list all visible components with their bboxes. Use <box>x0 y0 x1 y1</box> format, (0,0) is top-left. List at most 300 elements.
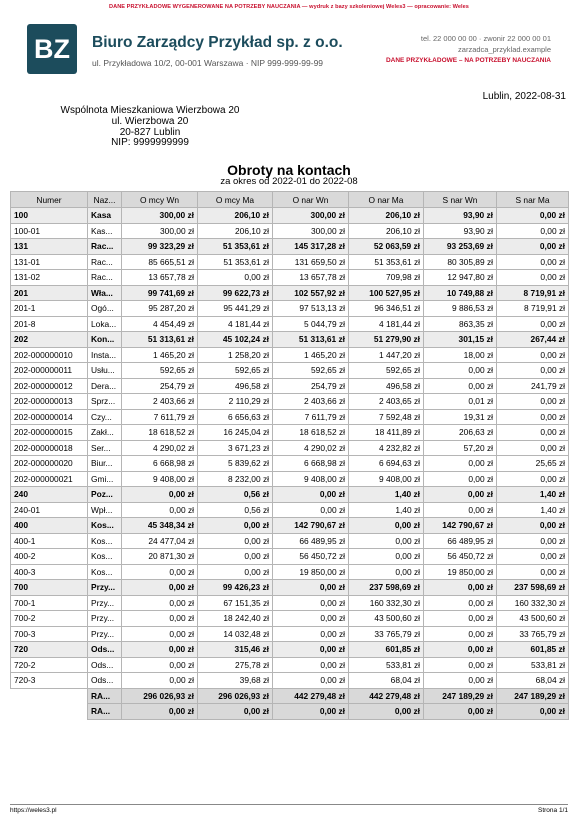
column-header: O mcy Wn <box>122 192 198 208</box>
table-cell: 3 671,23 zł <box>198 440 273 456</box>
table-cell: 300,00 zł <box>273 223 349 239</box>
table-cell: 0,00 zł <box>497 471 569 487</box>
table-cell: 39,68 zł <box>198 673 273 689</box>
table-cell: 0,00 zł <box>497 347 569 363</box>
table-cell: 100-01 <box>11 223 88 239</box>
table-cell: 33 765,79 zł <box>497 626 569 642</box>
table-cell: Przy... <box>88 580 122 596</box>
table-cell: 720-3 <box>11 673 88 689</box>
table-cell: 4 181,44 zł <box>349 316 424 332</box>
table-cell: 1 465,20 zł <box>122 347 198 363</box>
table-cell: 202-000000014 <box>11 409 88 425</box>
footer-divider <box>10 804 568 805</box>
table-cell: 0,00 zł <box>349 518 424 534</box>
table-cell: 0,00 zł <box>273 611 349 627</box>
summary-cell: 296 026,93 zł <box>122 688 198 704</box>
table-cell: 0,00 zł <box>424 456 497 472</box>
table-cell: 0,00 zł <box>198 533 273 549</box>
table-cell: 7 592,48 zł <box>349 409 424 425</box>
table-cell: 131-02 <box>11 270 88 286</box>
table-cell: 20 871,30 zł <box>122 549 198 565</box>
table-cell: 57,20 zł <box>424 440 497 456</box>
table-cell: Czy... <box>88 409 122 425</box>
table-cell: 18 242,40 zł <box>198 611 273 627</box>
table-cell: 56 450,72 zł <box>273 549 349 565</box>
table-cell: Rac... <box>88 239 122 255</box>
account-row <box>11 270 569 286</box>
table-cell: 0,00 zł <box>497 394 569 410</box>
table-cell: 19,31 zł <box>424 409 497 425</box>
table-cell: 2 403,66 zł <box>273 394 349 410</box>
table-cell: 202-000000018 <box>11 440 88 456</box>
table-cell: 0,00 zł <box>273 595 349 611</box>
table-cell: Ods... <box>88 673 122 689</box>
table-cell: 8 232,00 zł <box>198 471 273 487</box>
table-cell: 0,00 zł <box>424 626 497 642</box>
table-cell: 18 411,89 zł <box>349 425 424 441</box>
table-cell: 0,00 zł <box>424 363 497 379</box>
table-cell: Wła... <box>88 285 122 301</box>
table-cell: 16 245,04 zł <box>198 425 273 441</box>
table-cell: 0,00 zł <box>497 440 569 456</box>
account-row <box>11 549 569 565</box>
table-cell: 0,00 zł <box>273 580 349 596</box>
table-cell: 201 <box>11 285 88 301</box>
table-cell: 0,00 zł <box>122 487 198 503</box>
recipient-city: 20-827 Lublin <box>119 126 181 138</box>
company-logo: BZ <box>27 24 77 74</box>
account-row <box>11 657 569 673</box>
table-cell: Kas... <box>88 223 122 239</box>
table-cell: 7 611,79 zł <box>122 409 198 425</box>
table-cell: 66 489,95 zł <box>273 533 349 549</box>
table-cell: 51 353,61 zł <box>198 254 273 270</box>
table-cell: 100 527,95 zł <box>349 285 424 301</box>
table-cell: 202-000000010 <box>11 347 88 363</box>
account-row <box>11 223 569 239</box>
table-cell: 0,00 zł <box>497 549 569 565</box>
table-cell: 0,00 zł <box>497 518 569 534</box>
table-cell: 206,63 zł <box>424 425 497 441</box>
table-cell: 13 657,78 zł <box>273 270 349 286</box>
table-cell: 0,00 zł <box>273 657 349 673</box>
table-cell: 18 618,52 zł <box>122 425 198 441</box>
table-cell: 51 353,61 zł <box>198 239 273 255</box>
table-cell: 160 332,30 zł <box>497 595 569 611</box>
table-cell: 0,56 zł <box>198 502 273 518</box>
table-cell: 13 657,78 zł <box>122 270 198 286</box>
table-body <box>11 208 569 720</box>
table-cell: 160 332,30 zł <box>349 595 424 611</box>
table-cell: 100 <box>11 208 88 224</box>
table-cell: 202-000000015 <box>11 425 88 441</box>
table-cell: Przy... <box>88 595 122 611</box>
table-cell: 0,00 zł <box>273 626 349 642</box>
report-title: Obroty na kontach <box>227 162 351 178</box>
account-row <box>11 301 569 317</box>
table-cell: 0,00 zł <box>122 502 198 518</box>
table-cell: Usłu... <box>88 363 122 379</box>
account-row <box>11 347 569 363</box>
table-cell: 0,00 zł <box>424 673 497 689</box>
table-cell: 400 <box>11 518 88 534</box>
account-row <box>11 564 569 580</box>
table-cell: 24 477,04 zł <box>122 533 198 549</box>
table-cell: 4 232,82 zł <box>349 440 424 456</box>
table-cell: 400-1 <box>11 533 88 549</box>
table-cell: 592,65 zł <box>198 363 273 379</box>
table-cell: 601,85 zł <box>497 642 569 658</box>
table-cell: 700 <box>11 580 88 596</box>
table-cell: Przy... <box>88 626 122 642</box>
table-cell: 202-000000013 <box>11 394 88 410</box>
column-header: S nar Ma <box>497 192 569 208</box>
table-cell: 0,00 zł <box>497 316 569 332</box>
table-cell: 19 850,00 zł <box>273 564 349 580</box>
table-cell: 5 044,79 zł <box>273 316 349 332</box>
table-cell: 6 694,63 zł <box>349 456 424 472</box>
table-cell: Sprz... <box>88 394 122 410</box>
summary-cell: 0,00 zł <box>198 704 273 720</box>
table-cell: 0,00 zł <box>198 518 273 534</box>
column-header: S nar Wn <box>424 192 497 208</box>
table-cell: 5 839,62 zł <box>198 456 273 472</box>
account-group-row <box>11 239 569 255</box>
table-cell: 33 765,79 zł <box>349 626 424 642</box>
account-turnover-table <box>10 191 569 720</box>
table-cell: 254,79 zł <box>122 378 198 394</box>
table-cell: 592,65 zł <box>273 363 349 379</box>
account-row <box>11 440 569 456</box>
table-cell: Dera... <box>88 378 122 394</box>
table-cell: 56 450,72 zł <box>424 549 497 565</box>
table-cell: 43 500,60 zł <box>349 611 424 627</box>
table-cell: Kos... <box>88 549 122 565</box>
table-cell: 2 110,29 zł <box>198 394 273 410</box>
table-cell: 9 408,00 zł <box>122 471 198 487</box>
table-cell: 1 465,20 zł <box>273 347 349 363</box>
table-cell: Zakł... <box>88 425 122 441</box>
account-row <box>11 533 569 549</box>
account-row <box>11 595 569 611</box>
recipient-street: ul. Wierzbowa 20 <box>111 115 189 127</box>
table-cell: 0,00 zł <box>122 673 198 689</box>
summary-cell: 0,00 zł <box>122 704 198 720</box>
table-cell: 9 886,53 zł <box>424 301 497 317</box>
table-cell: 9 408,00 zł <box>349 471 424 487</box>
table-cell: 301,15 zł <box>424 332 497 348</box>
column-header: Numer <box>11 192 88 208</box>
table-cell: 10 749,88 zł <box>424 285 497 301</box>
table-cell: 1,40 zł <box>349 487 424 503</box>
account-row <box>11 456 569 472</box>
account-row <box>11 363 569 379</box>
table-cell: 592,65 zł <box>349 363 424 379</box>
account-group-row <box>11 580 569 596</box>
table-cell: 142 790,67 zł <box>424 518 497 534</box>
table-header-row <box>11 192 569 208</box>
table-cell: 254,79 zł <box>273 378 349 394</box>
summary-cell: 442 279,48 zł <box>273 688 349 704</box>
table-cell: 93,90 zł <box>424 223 497 239</box>
table-cell: 300,00 zł <box>273 208 349 224</box>
table-cell: 533,81 zł <box>497 657 569 673</box>
table-cell: 202-000000012 <box>11 378 88 394</box>
table-cell: 601,85 zł <box>349 642 424 658</box>
summary-spacer <box>11 688 88 704</box>
table-cell: Loka... <box>88 316 122 332</box>
table-cell: 142 790,67 zł <box>273 518 349 534</box>
table-cell: 592,65 zł <box>122 363 198 379</box>
recipient-name: Wspólnota Mieszkaniowa Wierzbowa 20 <box>60 105 240 116</box>
table-cell: 206,10 zł <box>349 208 424 224</box>
account-group-row <box>11 642 569 658</box>
footer-url: https://weles3.pl <box>10 807 57 814</box>
table-cell: 19 850,00 zł <box>424 564 497 580</box>
company-address: ul. Przykładowa 10/2, 00-001 Warszawa · NIP 999-999-99-99 <box>92 58 324 68</box>
table-cell: 0,00 zł <box>497 223 569 239</box>
table-cell: 0,00 zł <box>497 425 569 441</box>
table-cell: 96 346,51 zł <box>349 301 424 317</box>
page-number: Strona 1/1 <box>538 807 568 814</box>
table-cell: 202 <box>11 332 88 348</box>
account-row <box>11 378 569 394</box>
table-cell: 85 665,51 zł <box>122 254 198 270</box>
table-cell: Gmi... <box>88 471 122 487</box>
table-cell: 0,00 zł <box>349 533 424 549</box>
summary-row <box>11 688 569 704</box>
table-cell: 315,46 zł <box>198 642 273 658</box>
table-cell: 45 102,24 zł <box>198 332 273 348</box>
summary-spacer <box>11 704 88 720</box>
table-cell: 240 <box>11 487 88 503</box>
table-cell: 0,00 zł <box>424 657 497 673</box>
table-cell: 0,00 zł <box>349 549 424 565</box>
table-cell: 2 403,66 zł <box>122 394 198 410</box>
recipient-nip: NIP: 9999999999 <box>111 137 189 149</box>
table-cell: 99 323,29 zł <box>122 239 198 255</box>
summary-label: RA... <box>88 704 122 720</box>
table-cell: 51 353,61 zł <box>349 254 424 270</box>
table-cell: 0,56 zł <box>198 487 273 503</box>
table-cell: Przy... <box>88 611 122 627</box>
table-cell: 0,00 zł <box>424 595 497 611</box>
table-cell: 0,00 zł <box>424 580 497 596</box>
table-cell: 0,00 zł <box>122 595 198 611</box>
account-row <box>11 626 569 642</box>
table-cell: 0,00 zł <box>497 239 569 255</box>
table-cell: 6 668,98 zł <box>273 456 349 472</box>
summary-cell: 0,00 zł <box>497 704 569 720</box>
table-cell: 1,40 zł <box>497 487 569 503</box>
column-header: Naz... <box>88 192 122 208</box>
table-cell: 202-000000011 <box>11 363 88 379</box>
table-cell: 95 441,29 zł <box>198 301 273 317</box>
table-cell: 99 741,69 zł <box>122 285 198 301</box>
document-date: Lublin, 2022-08-31 <box>482 91 566 102</box>
table-cell: Insta... <box>88 347 122 363</box>
table-cell: 863,35 zł <box>424 316 497 332</box>
table-cell: 8 719,91 zł <box>497 301 569 317</box>
table-cell: 241,79 zł <box>497 378 569 394</box>
table-cell: 0,00 zł <box>424 642 497 658</box>
table-cell: 1,40 zł <box>349 502 424 518</box>
table-cell: 202-000000020 <box>11 456 88 472</box>
table-cell: 4 181,44 zł <box>198 316 273 332</box>
table-cell: 99 622,73 zł <box>198 285 273 301</box>
table-cell: Rac... <box>88 270 122 286</box>
company-name: Biuro Zarządcy Przykład sp. z o.o. <box>92 34 343 51</box>
table-cell: 201-8 <box>11 316 88 332</box>
column-header: O mcy Ma <box>198 192 273 208</box>
table-cell: 18 618,52 zł <box>273 425 349 441</box>
table-cell: 51 313,61 zł <box>122 332 198 348</box>
table-cell: 0,00 zł <box>497 254 569 270</box>
table-cell: 68,04 zł <box>497 673 569 689</box>
table-cell: 700-3 <box>11 626 88 642</box>
table-cell: Ogó... <box>88 301 122 317</box>
table-cell: 400-2 <box>11 549 88 565</box>
table-cell: 2 403,65 zł <box>349 394 424 410</box>
table-cell: 0,00 zł <box>122 580 198 596</box>
account-row <box>11 425 569 441</box>
table-cell: 93 253,69 zł <box>424 239 497 255</box>
table-cell: 4 454,49 zł <box>122 316 198 332</box>
table-cell: 0,00 zł <box>349 564 424 580</box>
table-cell: Kasa <box>88 208 122 224</box>
table-cell: 80 305,89 zł <box>424 254 497 270</box>
account-row <box>11 471 569 487</box>
account-group-row <box>11 487 569 503</box>
table-cell: 43 500,60 zł <box>497 611 569 627</box>
table-cell: 206,10 zł <box>349 223 424 239</box>
table-cell: 0,00 zł <box>497 409 569 425</box>
table-cell: 496,58 zł <box>349 378 424 394</box>
summary-cell: 296 026,93 zł <box>198 688 273 704</box>
table-cell: 0,00 zł <box>273 502 349 518</box>
table-cell: 237 598,69 zł <box>497 580 569 596</box>
account-row <box>11 611 569 627</box>
table-cell: 14 032,48 zł <box>198 626 273 642</box>
header-contact-site: zarzadca_przyklad.example <box>458 45 551 54</box>
table-cell: 720-2 <box>11 657 88 673</box>
table-cell: 0,00 zł <box>424 487 497 503</box>
table-cell: 0,00 zł <box>122 657 198 673</box>
column-header: O nar Ma <box>349 192 424 208</box>
table-cell: Biur... <box>88 456 122 472</box>
table-cell: 0,00 zł <box>424 378 497 394</box>
table-cell: 1 447,20 zł <box>349 347 424 363</box>
table-cell: 66 489,95 zł <box>424 533 497 549</box>
table-cell: 0,00 zł <box>122 626 198 642</box>
table-cell: 1,40 zł <box>497 502 569 518</box>
summary-cell: 0,00 zł <box>273 704 349 720</box>
report-period: za okres od 2022-01 do 2022-08 <box>220 176 358 187</box>
table-cell: Kos... <box>88 518 122 534</box>
table-cell: 99 426,23 zł <box>198 580 273 596</box>
table-cell: 267,44 zł <box>497 332 569 348</box>
table-cell: 8 719,91 zł <box>497 285 569 301</box>
table-cell: 0,00 zł <box>424 611 497 627</box>
table-cell: 0,00 zł <box>497 564 569 580</box>
table-cell: 0,00 zł <box>122 642 198 658</box>
table-cell: 9 408,00 zł <box>273 471 349 487</box>
table-cell: 300,00 zł <box>122 208 198 224</box>
table-cell: 52 063,59 zł <box>349 239 424 255</box>
table-cell: Kon... <box>88 332 122 348</box>
account-group-row <box>11 285 569 301</box>
summary-row <box>11 704 569 720</box>
table-cell: Kos... <box>88 533 122 549</box>
table-cell: 12 947,80 zł <box>424 270 497 286</box>
table-cell: 102 557,92 zł <box>273 285 349 301</box>
table-cell: 7 611,79 zł <box>273 409 349 425</box>
account-row <box>11 673 569 689</box>
table-cell: 131 659,50 zł <box>273 254 349 270</box>
summary-cell: 442 279,48 zł <box>349 688 424 704</box>
table-cell: Wpł... <box>88 502 122 518</box>
account-group-row <box>11 208 569 224</box>
table-cell: 6 656,63 zł <box>198 409 273 425</box>
table-cell: 202-000000021 <box>11 471 88 487</box>
table-cell: 93,90 zł <box>424 208 497 224</box>
table-cell: 206,10 zł <box>198 223 273 239</box>
header-contact <box>386 33 551 66</box>
summary-cell: 0,00 zł <box>424 704 497 720</box>
column-header: O nar Wn <box>273 192 349 208</box>
table-cell: 0,00 zł <box>424 471 497 487</box>
table-cell: 0,00 zł <box>273 673 349 689</box>
table-cell: 0,00 zł <box>273 642 349 658</box>
table-cell: 0,00 zł <box>497 270 569 286</box>
table-cell: 206,10 zł <box>198 208 273 224</box>
account-group-row <box>11 332 569 348</box>
table-cell: Ods... <box>88 657 122 673</box>
table-cell: 496,58 zł <box>198 378 273 394</box>
table-cell: 67 151,35 zł <box>198 595 273 611</box>
table-cell: 25,65 zł <box>497 456 569 472</box>
table-cell: 1 258,20 zł <box>198 347 273 363</box>
table-cell: 237 598,69 zł <box>349 580 424 596</box>
summary-cell: 247 189,29 zł <box>497 688 569 704</box>
summary-cell: 0,00 zł <box>349 704 424 720</box>
table-cell: 4 290,02 zł <box>122 440 198 456</box>
sample-data-banner: DANE PRZYKŁADOWE WYGENEROWANE NA POTRZEBY NAUCZANIA — wydruk z bazy szkoleniowej Weles3 — opracowanie: Weles <box>109 4 469 10</box>
table-cell: 0,00 zł <box>497 533 569 549</box>
table-cell: 0,00 zł <box>273 487 349 503</box>
table-cell: 68,04 zł <box>349 673 424 689</box>
table-cell: 700-2 <box>11 611 88 627</box>
table-cell: Ser... <box>88 440 122 456</box>
table-cell: 131 <box>11 239 88 255</box>
account-row <box>11 316 569 332</box>
table-cell: 131-01 <box>11 254 88 270</box>
summary-cell: 247 189,29 zł <box>424 688 497 704</box>
table-cell: 0,00 zł <box>122 564 198 580</box>
table-cell: 201-1 <box>11 301 88 317</box>
table-cell: 700-1 <box>11 595 88 611</box>
recipient-address <box>55 106 245 149</box>
table-cell: 0,00 zł <box>497 208 569 224</box>
table-cell: 0,00 zł <box>198 549 273 565</box>
table-cell: 95 287,20 zł <box>122 301 198 317</box>
table-cell: 4 290,02 zł <box>273 440 349 456</box>
table-cell: 709,98 zł <box>349 270 424 286</box>
table-cell: 0,00 zł <box>122 611 198 627</box>
table-cell: 533,81 zł <box>349 657 424 673</box>
table-cell: 300,00 zł <box>122 223 198 239</box>
account-row <box>11 502 569 518</box>
